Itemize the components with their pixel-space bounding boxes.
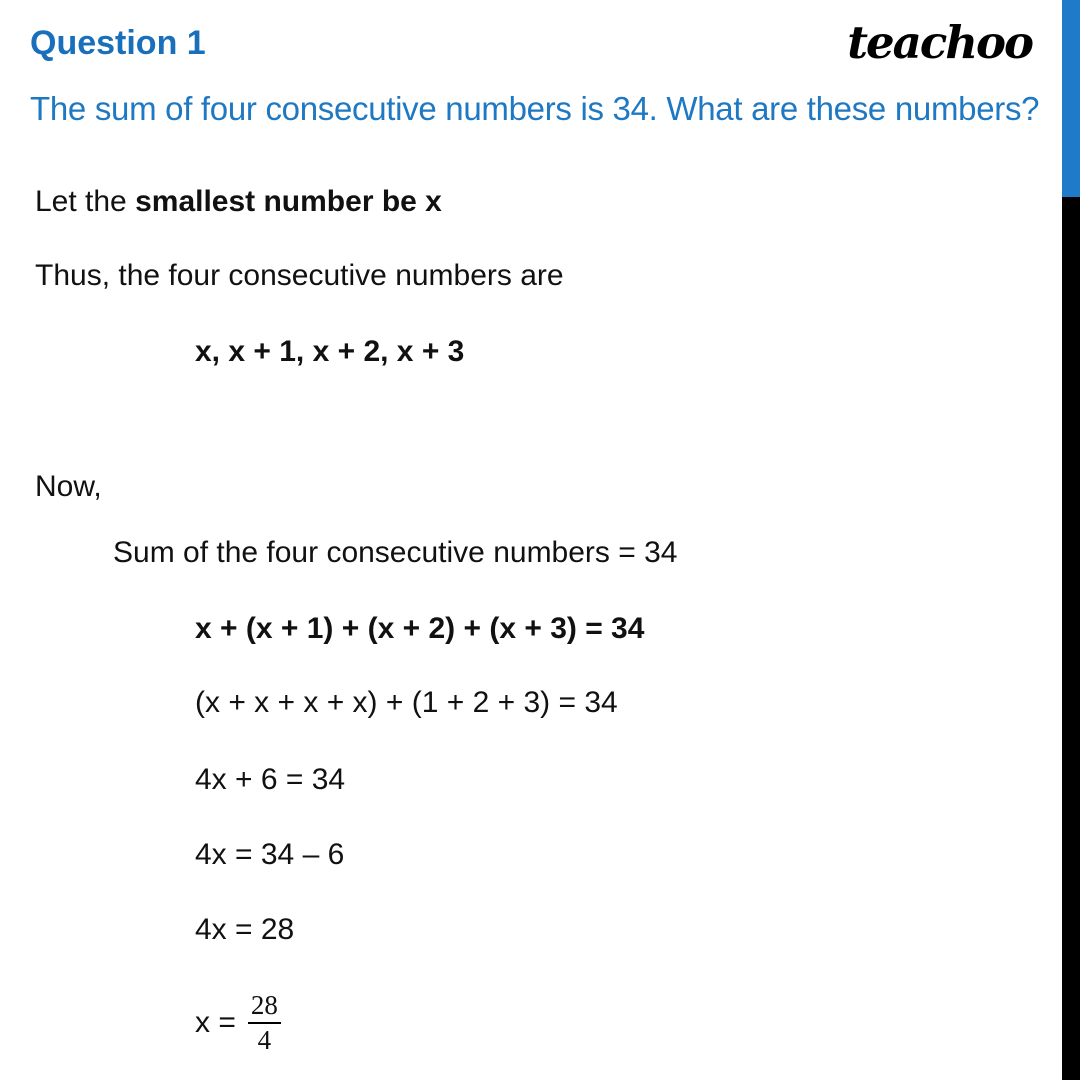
- solution-line-thus: Thus, the four consecutive numbers are: [35, 259, 564, 292]
- solution-line-consecutive-numbers: x, x + 1, x + 2, x + 3: [195, 335, 465, 368]
- fraction-denominator: 4: [257, 1025, 272, 1056]
- equation-transposed: 4x = 34 – 6: [195, 838, 345, 871]
- equation-result: 4x = 28: [195, 913, 295, 946]
- solution-line-now: Now,: [35, 470, 102, 503]
- fraction-numerator: 28: [248, 990, 281, 1024]
- right-accent-bar-black: [1062, 197, 1080, 1080]
- right-accent-bar-blue: [1062, 0, 1080, 197]
- equation-fraction: [195, 990, 281, 1056]
- let-bold-part: smallest number be x: [135, 185, 442, 218]
- equation-simplified: 4x + 6 = 34: [195, 763, 346, 796]
- fraction-lhs: x =: [195, 1006, 236, 1040]
- solution-line-sum: Sum of the four consecutive numbers = 34: [113, 536, 678, 569]
- equation-expanded: x + (x + 1) + (x + 2) + (x + 3) = 34: [195, 612, 645, 645]
- question-text: The sum of four consecutive numbers is 34. What are these numbers?: [30, 90, 1040, 127]
- question-number-heading: Question 1: [30, 24, 206, 62]
- solution-line-let: [35, 185, 442, 219]
- fraction: [248, 990, 281, 1056]
- let-prefix: Let the: [35, 185, 136, 218]
- equation-grouped: (x + x + x + x) + (1 + 2 + 3) = 34: [195, 686, 618, 719]
- teachoo-logo: teachoo: [847, 16, 1032, 69]
